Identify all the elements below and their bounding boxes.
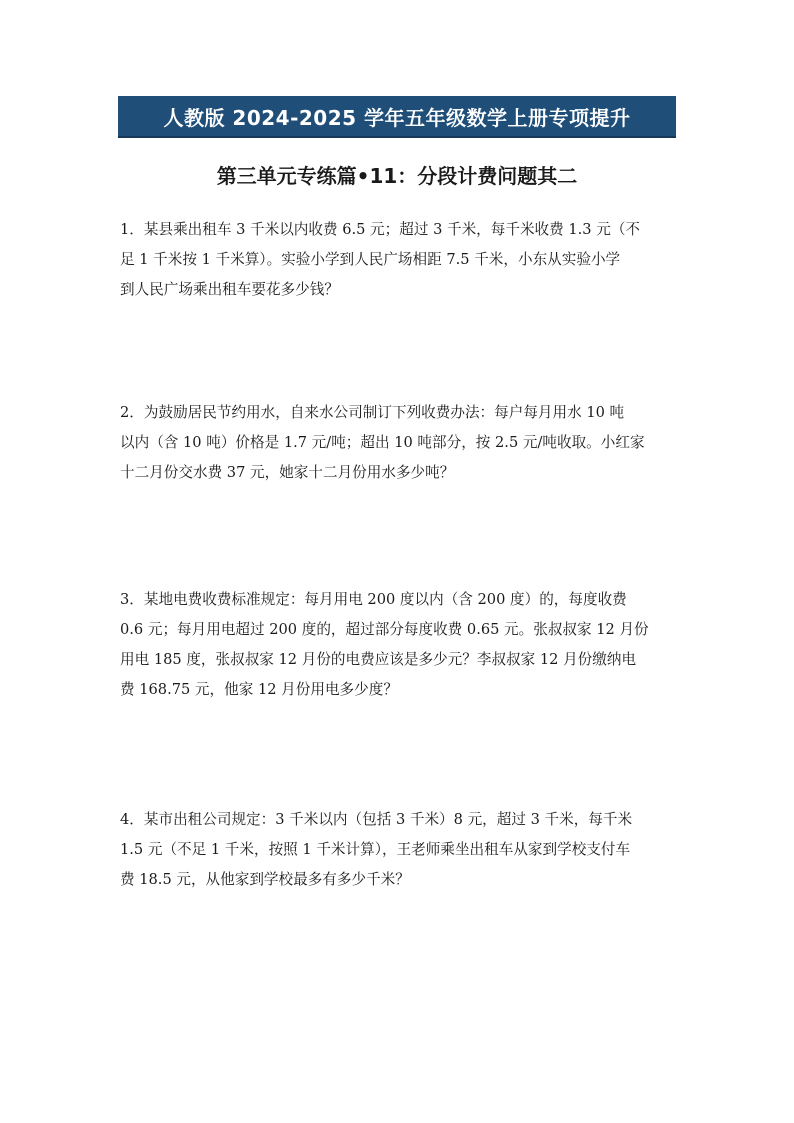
question-2	[120, 398, 678, 488]
question-1	[120, 215, 678, 305]
question-line: 1.5 元（不足 1 千米，按照 1 千米计算），王老师乘坐出租车从家到学校支付车	[120, 841, 631, 858]
title-banner	[118, 96, 676, 138]
question-line: 到人民广场乘出租车要花多少钱？	[120, 281, 339, 298]
section-subtitle: 第三单元专练篇•11：分段计费问题其二	[216, 164, 578, 188]
question-line: 费 18.5 元，从他家到学校最多有多少千米？	[120, 871, 410, 888]
question-line: 足 1 千米按 1 千米算）。实验小学到人民广场相距 7.5 千米，小东从实验小学	[120, 251, 621, 268]
banner-title: 人教版 2024-2025 学年五年级数学上册专项提升	[163, 105, 631, 130]
question-3	[120, 585, 678, 705]
question-line: 3．某地电费收费标准规定：每月用电 200 度以内（含 200 度）的，每度收费	[120, 591, 627, 608]
question-line: 0.6 元；每月用电超过 200 度的，超过部分每度收费 0.65 元。张叔叔家 12 月份	[120, 621, 649, 638]
question-line: 2．为鼓励居民节约用水，自来水公司制订下列收费办法：每户每月用水 10 吨	[120, 404, 625, 421]
question-4	[120, 805, 678, 895]
question-line: 用电 185 度，张叔叔家 12 月份的电费应该是多少元？李叔叔家 12 月份缴纳电	[120, 651, 637, 668]
question-line: 4．某市出租公司规定：3 千米以内（包括 3 千米）8 元，超过 3 千米，每千米	[120, 811, 633, 828]
question-line: 费 168.75 元，他家 12 月份用电多少度？	[120, 681, 398, 698]
question-line: 十二月份交水费 37 元，她家十二月份用水多少吨？	[120, 464, 455, 481]
question-line: 以内（含 10 吨）价格是 1.7 元/吨；超出 10 吨部分，按 2.5 元/吨收取。小红家	[120, 434, 645, 451]
question-line: 1．某县乘出租车 3 千米以内收费 6.5 元；超过 3 千米，每千米收费 1.3 元（不	[120, 221, 641, 238]
